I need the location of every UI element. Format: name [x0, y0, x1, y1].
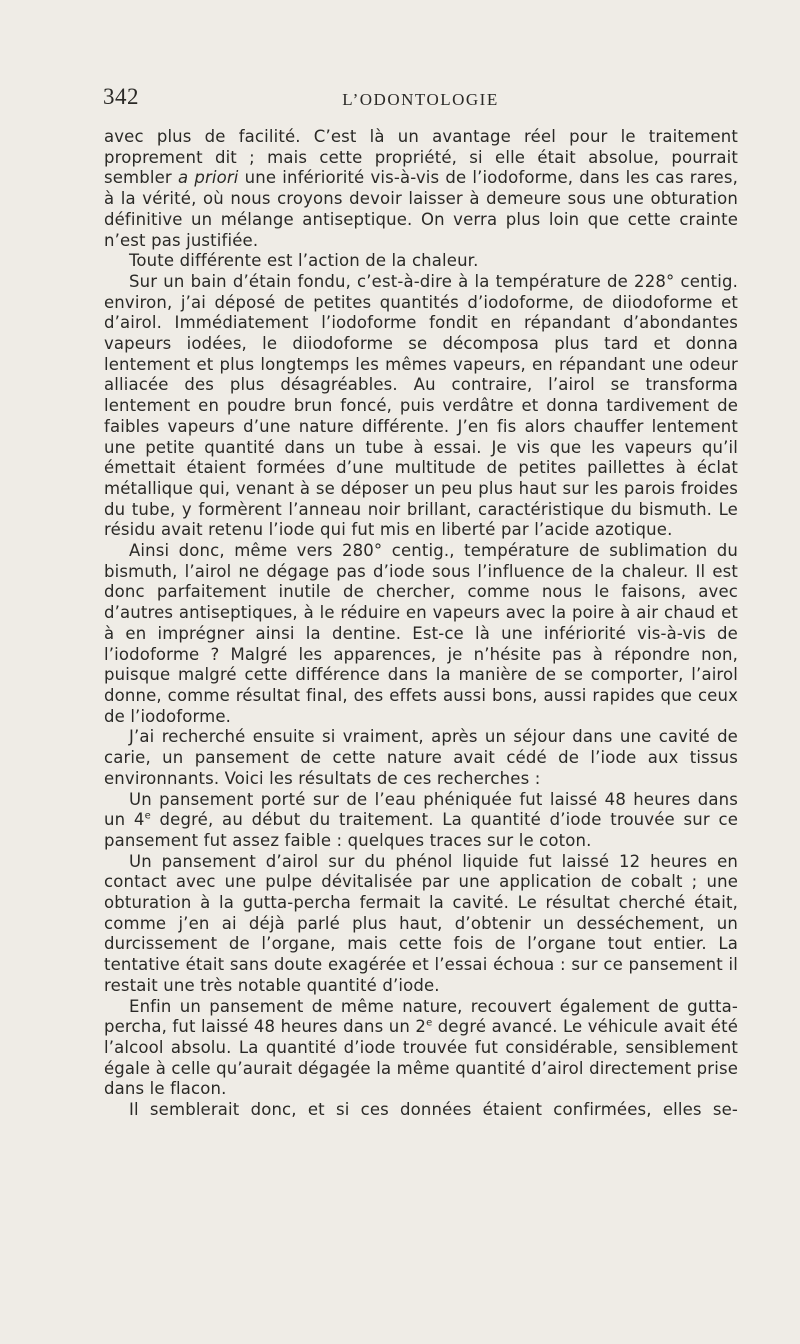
- body-text: [104, 127, 738, 1121]
- paragraph: [104, 997, 738, 1101]
- text-run: Un pansement d’airol sur du phénol liquide fut laissé 12 heures en contact avec une pulpe dévitalisée par une application de cobalt ; une obturation à la gutta-percha fermait la cavité. Le résultat cherché était, comme j’en ai déjà parlé plus haut, d’obtenir un desséchement, un durcissement de l’organe, mais cette fois de l’organe tout entier. La tentative était sans doute exagérée et l’essai échoua : sur ce pansement il restait une très notable quantité d’iode.: [104, 851, 738, 995]
- text-run: Sur un bain d’étain fondu, c’est-à-dire à la température de 228° centig. environ, j’ai déposé de petites quantités d’iodoforme, de diiodoforme et d’airol. Immédiatement l’iodoforme fondit en répandant d’abondantes vapeurs iodées, le diiodoforme se décomposa plus tard et donna lentement et plus longtemps les mêmes vapeurs, en répandant une odeur alliacée des plus désagréables. Au contraire, l’airol se transforma lentement en poudre brun foncé, puis verdâtre et donna tardivement de faibles vapeurs d’une nature différente. J’en fis alors chauffer lentement une petite quantité dans un tube à essai. Je vis que les vapeurs qu’il émettait étaient formées d’une multitude de petites paillettes à éclat métallique qui, venant à se déposer un peu plus haut sur les parois froides du tube, y formèrent l’anneau noir brillant, caractéristique du bismuth. Le résidu avait retenu l’iode qui fut mis en liberté par l’acide azotique.: [104, 271, 738, 540]
- italic-text: a priori: [177, 168, 239, 188]
- paragraph: [104, 852, 738, 997]
- journal-title: L’ODONTOLOGIE: [342, 90, 499, 109]
- text-run: Enfin un pansement de même nature, recouvert également de gutta-percha, fut laissé 48 heures dans un 2: [104, 996, 738, 1037]
- text-run: Ainsi donc, même vers 280° centig., température de sublimation du bismuth, l’airol ne dégage pas d’iode sous l’influence de la chaleur. Il est donc parfaitement inutile de chercher, comme nous le faisons, avec d’autres antiseptiques, à le réduire en vapeurs avec la poire à air chaud et à en imprégner ainsi la dentine. Est-ce là une infériorité vis-à-vis de l’iodoforme ? Malgré les apparences, je n’hésite pas à répondre non, puisque malgré cette différence dans la manière de se comporter, l’airol donne, comme résultat final, des effets aussi bons, aussi rapides que ceux de l’iodoforme.: [104, 541, 738, 726]
- paragraph: [104, 790, 738, 852]
- text-run: Un pansement porté sur de l’eau phéniquée fut laissé 48 heures dans un 4: [104, 789, 738, 830]
- text-run: J’ai recherché ensuite si vraiment, après un séjour dans une cavité de carie, un pansement de cette nature avait cédé de l’iode aux tissus environnants. Voici les résultats de ces recherches :: [104, 727, 738, 788]
- text-run: degré, au début du traitement. La quantité d’iode trouvée sur ce pansement fut assez faible : quelques traces sur le coton.: [104, 810, 738, 850]
- page-number: 342: [103, 84, 139, 109]
- text-run: une infériorité vis-à-vis de l’iodoforme, dans les cas rares, à la vérité, où nous croyons devoir laisser à demeure sous une obturation définitive un mélange antiseptique. On verra plus loin que cette crainte n’est pas justifiée.: [104, 168, 738, 250]
- superscript-text: e: [144, 810, 151, 822]
- running-head: [103, 84, 738, 114]
- superscript-text: e: [426, 1017, 433, 1029]
- text-run: Toute différente est l’action de la chaleur.: [129, 251, 479, 271]
- text-run: degré avancé. Le véhicule avait été l’alcool absolu. La quantité d’iode trouvée fut considérable, sensiblement égale à celle qu’aurait dégagée la même quantité d’airol directement prise dans le flacon.: [104, 1017, 738, 1099]
- paragraph: [104, 272, 738, 541]
- paragraph: [104, 541, 738, 727]
- paragraph-truncated: [104, 1100, 738, 1121]
- paragraph-continuation: [104, 127, 738, 251]
- text-run: avec plus de facilité. C’est là un avantage réel pour le traitement proprement dit ; mais cette propriété, si elle était absolue, pourrait sembler: [104, 127, 738, 188]
- paragraph: [104, 251, 738, 272]
- text-run: Il semblerait donc, et si ces données étaient confirmées, elles se-: [129, 1100, 738, 1120]
- paragraph: [104, 727, 738, 789]
